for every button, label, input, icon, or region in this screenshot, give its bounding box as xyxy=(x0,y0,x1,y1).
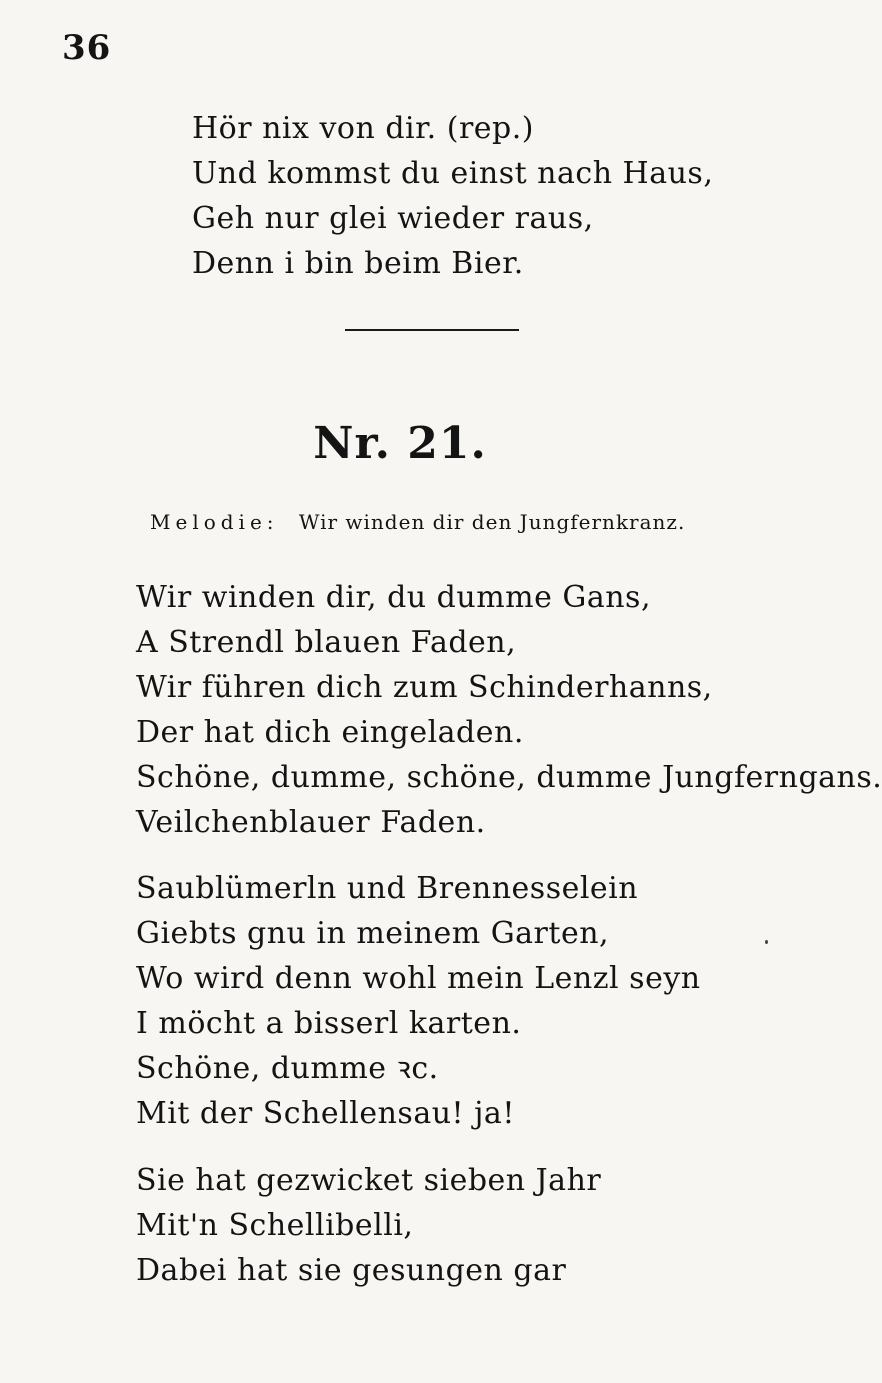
verse-one xyxy=(136,575,882,845)
verse-line: A Strendl blauen Faden, xyxy=(136,625,517,660)
verse-line: Schöne, dumme, schöne, dumme Jungferngans. xyxy=(136,760,882,795)
paper-speck xyxy=(765,940,768,944)
verse-line: Veilchenblauer Faden. xyxy=(136,805,486,840)
section-divider xyxy=(345,329,519,331)
verse-line: Und kommst du einst nach Haus, xyxy=(192,156,714,191)
verse-line: Hör nix von dir. (rep.) xyxy=(192,111,534,146)
verse-line: Mit der Schellensau! ja! xyxy=(136,1096,515,1131)
verse-line: Giebts gnu in meinem Garten, xyxy=(136,916,610,951)
verse-fragment xyxy=(192,106,713,286)
verse-line: Der hat dich eingeladen. xyxy=(136,715,524,750)
page-number: 36 xyxy=(62,28,112,68)
verse-line: Wir winden dir, du dumme Gans, xyxy=(136,580,651,615)
verse-line: Dabei hat sie gesungen gar xyxy=(136,1253,567,1288)
verse-line: Wo wird denn wohl mein Lenzl seyn xyxy=(136,961,701,996)
melody-label: Melodie: xyxy=(150,510,279,534)
verse-line: Schöne, dumme ꝛc. xyxy=(136,1051,439,1086)
verse-line: Saublümerln und Brennesselein xyxy=(136,871,639,906)
verse-line: Geh nur glei wieder raus, xyxy=(192,201,594,236)
melody-line xyxy=(150,510,685,534)
verse-line: Wir führen dich zum Schinderhanns, xyxy=(136,670,713,705)
verse-three xyxy=(136,1158,601,1293)
verse-line: Denn i bin beim Bier. xyxy=(192,246,524,281)
melody-title: Wir winden dir den Jungfernkranz. xyxy=(298,510,686,534)
verse-line: I möcht a bisserl karten. xyxy=(136,1006,522,1041)
verse-line: Sie hat gezwicket sieben Jahr xyxy=(136,1163,602,1198)
verse-two xyxy=(136,866,701,1136)
verse-line: Mit'n Schellibelli, xyxy=(136,1208,414,1243)
song-heading: Nr. 21. xyxy=(313,418,487,469)
